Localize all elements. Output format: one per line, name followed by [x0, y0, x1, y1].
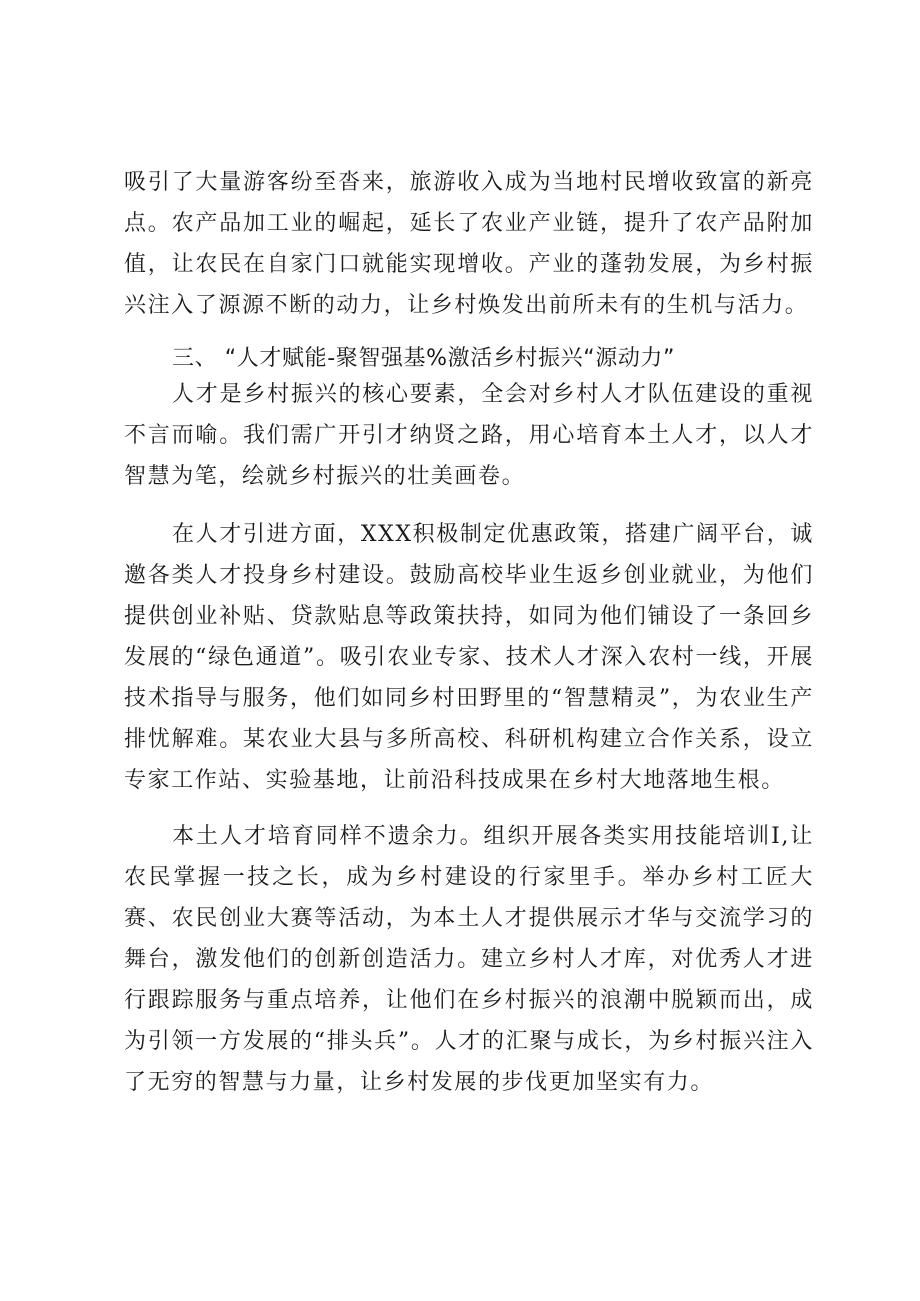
paragraph-talent-core: 人才是乡村振兴的核心要素，全会对乡村人才队伍建设的重视不言而喻。我们需广开引才纳贤之路，用心培育本土人才，以人才智慧为笔，绘就乡村振兴的壮美画卷。 — [124, 382, 814, 489]
paragraph-local-talent-cultivation: 本土人才培育同样不遗余力。组织开展各类实用技能培训I,让农民掌握一技之长，成为乡村建设的行家里手。举办乡村工匠大赛、农民创业大赛等活动，为本土人才提供展示才华与交流学习的舞台，激发他们的创新创造活力。建立乡村人才库，对优秀人才进行跟踪服务与重点培养，让他们在乡村振兴的浪潮中脱颖而出，成为引领一方发展的“排头兵”。人才的汇聚与成长，为乡村振兴注入了无穷的智慧与力量，让乡村发展的步伐更加坚实有力。 — [124, 824, 814, 1095]
section-heading-talent: 三、 “人才赋能-聚智强基%激活乡村振兴“源动力” — [172, 346, 676, 371]
paragraph-talent-introduction: 在人才引进方面，XXX积极制定优惠政策，搭建广阔平台，诚邀各类人才投身乡村建设。鼓励高校毕业生返乡创业就业，为他们提供创业补贴、贷款贴息等政策扶持，如同为他们铺设了一条回乡发展的“绿色通道”。吸引农业专家、技术人才深入农村一线，开展技术指导与服务，他们如同乡村田野里的“智慧精灵”，为农业生产排忧解难。某农业大县与多所高校、科研机构建立合作关系，设立专家工作站、实验基地，让前沿科技成果在乡村大地落地生根。 — [124, 522, 814, 793]
paragraph-tourism-industry: 吸引了大量游客纷至沓来，旅游收入成为当地村民增收致富的新亮点。农产品加工业的崛起，延长了农业产业链，提升了农产品附加值，让农民在自家门口就能实现增收。产业的蓬勃发展，为乡村振兴注入了源源不断的动力，让乡村焕发出前所未有的生机与活力。 — [124, 170, 814, 318]
